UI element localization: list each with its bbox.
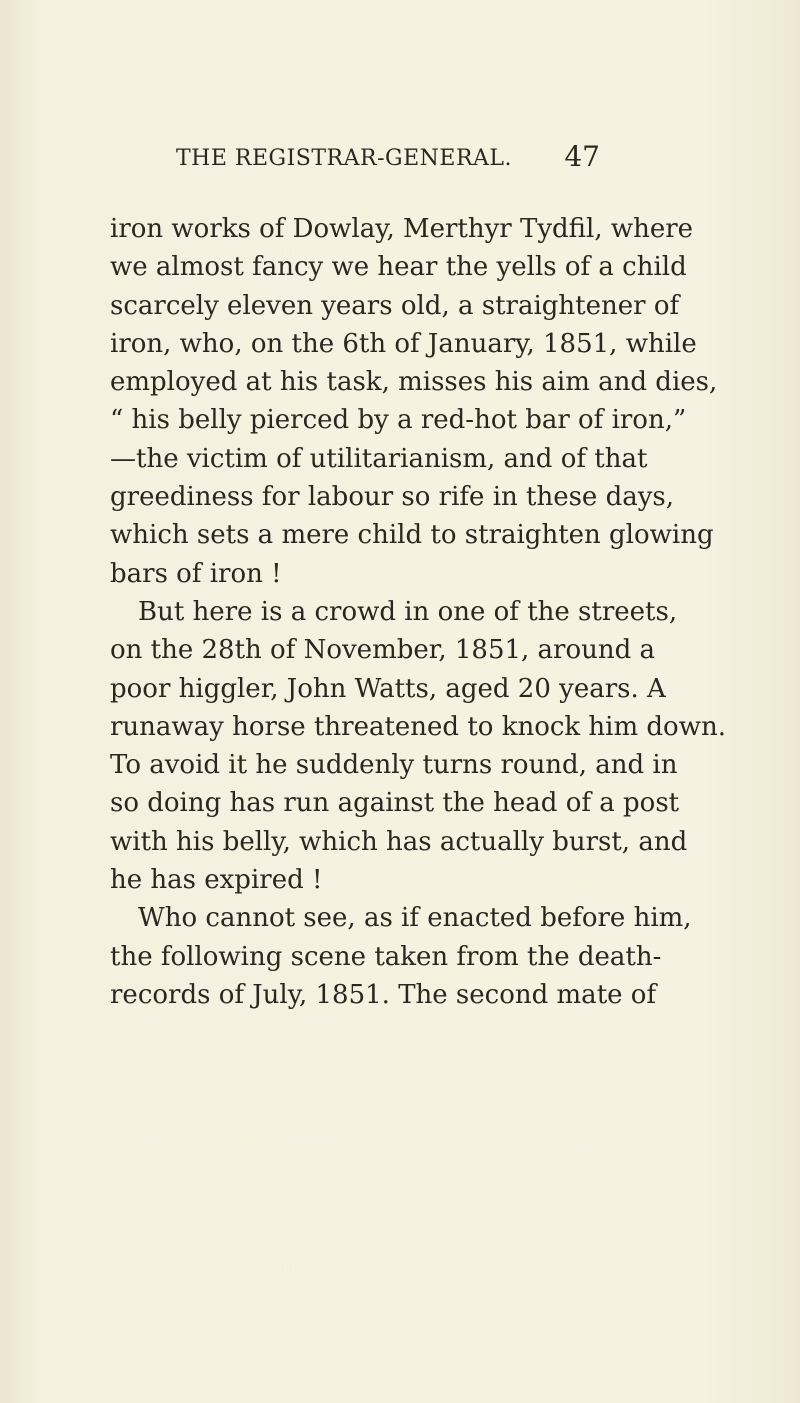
running-title: THE REGISTRAR-GENERAL. bbox=[176, 146, 512, 171]
text-line: employed at his task, misses his aim and dies, bbox=[110, 367, 718, 398]
page-number: 47 bbox=[564, 140, 600, 173]
text-line: records of July, 1851. The second mate of bbox=[110, 979, 657, 1010]
text-line: To avoid it he suddenly turns round, and in bbox=[110, 750, 678, 781]
text-line: the following scene taken from the death- bbox=[110, 941, 662, 972]
text-line: runaway horse threatened to knock him down. bbox=[110, 711, 726, 742]
text-line: he has expired ! bbox=[110, 865, 323, 896]
text-line: Who cannot see, as if enacted before him, bbox=[138, 903, 692, 934]
text-line: we almost fancy we hear the yells of a child bbox=[110, 252, 687, 283]
text-line: iron works of Dowlay, Merthyr Tydfil, where bbox=[110, 214, 694, 244]
text-line: so doing has run against the head of a post bbox=[110, 788, 680, 819]
text-line: bars of iron ! bbox=[110, 558, 282, 589]
text-line: on the 28th of November, 1851, around a bbox=[110, 635, 656, 666]
text-line: which sets a mere child to straighten glowing bbox=[110, 520, 714, 551]
text-line: poor higgler, John Watts, aged 20 years. A bbox=[110, 673, 666, 704]
text-line: —the victim of utilitarianism, and of that bbox=[110, 443, 648, 474]
body-text bbox=[110, 210, 726, 1014]
text-line: greediness for labour so rife in these days, bbox=[110, 482, 675, 513]
text-line: “ his belly pierced by a red-hot bar of iron,” bbox=[110, 405, 687, 436]
running-head bbox=[176, 138, 640, 178]
text-line: with his belly, which has actually burst, and bbox=[110, 826, 688, 857]
text-line: scarcely eleven years old, a straightener of bbox=[110, 290, 680, 321]
text-line: iron, who, on the 6th of January, 1851, while bbox=[110, 328, 697, 359]
text-line: But here is a crowd in one of the streets, bbox=[138, 596, 678, 627]
